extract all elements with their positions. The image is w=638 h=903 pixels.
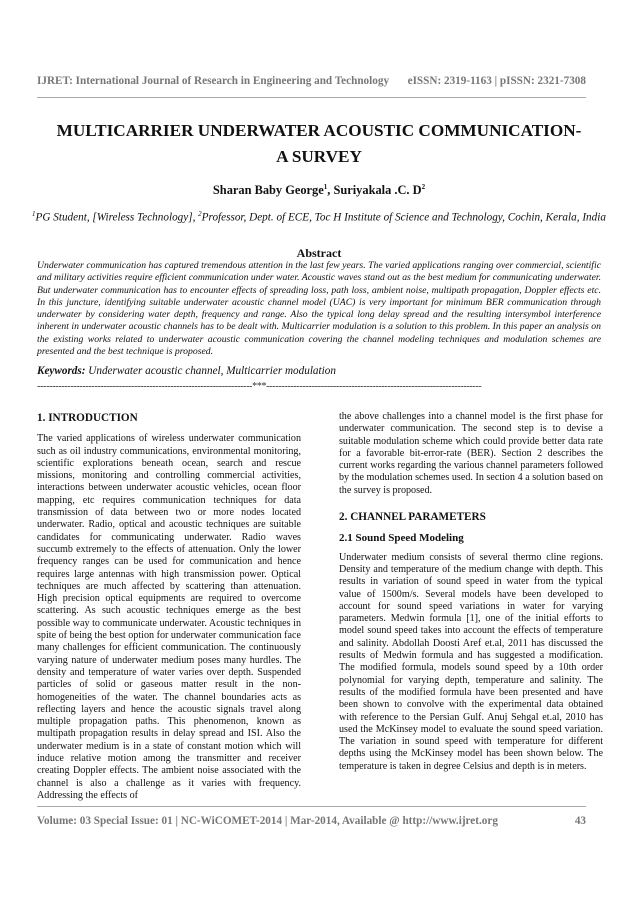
affil-text-2: Professor, Dept. of ECE, Toc H Institute of Science and Technology, Cochin, Kerala, India [201, 211, 606, 224]
affil-sup-2: 2 [198, 210, 202, 218]
footer-rule [37, 806, 586, 807]
section-1-continuation: the above challenges into a channel model is the first phase for underwater communication. The second step is to devise a suitable modulation scheme which could provide better data rate for a favorable bit-error-rate (BER). Section 2 describes the current works regarding the various channel parameters followed by the modulation schemes used. In section 4 a solution based on the survey is proposed. [339, 411, 603, 496]
authors [30, 183, 608, 198]
journal-name: IJRET: International Journal of Research in Engineering and Technology [37, 75, 390, 87]
right-column [339, 411, 603, 773]
section-1-heading: 1. INTRODUCTION [37, 412, 138, 424]
author-2-sup: 2 [421, 183, 426, 191]
affil-sup-1: 1 [32, 210, 36, 218]
left-column [37, 412, 301, 802]
section-2-1-body: Underwater medium consists of several thermo cline regions. Density and temperature of the medium change with depth. This results in variation of sound speed in water from the typical value of 1500m/s. Several models have been developed to account for sound speed variations in water for varying parameters. Medwin formula [1], one of the initial efforts to model sound speed takes into account the effects of temperature and salinity. Abdollah Doosti Aref et.al, 2011 has discussed the results of Medwin formula and has suggested a modification. The modified formula, models sound speed by a 10th order polynomial for varying depth, temperature and salinity. The results of the modified formula have been presented and have been shown to convolve with the experimental data obtained with reference to the Persian Gulf. Anuj Sehgal et.al, 2010 has used the McKinsey model to evaluate the sound speed variation. The variation in sound speed with temperature for different depths using the McKinsey model has been shown below. The temperature is taken in degree Celsius and depth is in meters. [339, 551, 603, 772]
issn: eISSN: 2319-1163 | pISSN: 2321-7308 [407, 75, 586, 87]
running-header [37, 75, 586, 87]
section-2-heading: 2. CHANNEL PARAMETERS [339, 511, 486, 524]
author-1: Sharan Baby George [212, 183, 324, 198]
section-divider: -----------------------------------------------------------------------***----------------------------------------------------------------------- [37, 381, 482, 392]
section-1-body: The varied applications of wireless underwater communication such as oil industry communications, environmental monitoring, scientific explorations beneath ocean, search and rescue missions, monitoring and controlling commercial activities, interactions between underwater acoustic vehicles, ocean floor mapping, etc requires communication techniques for data transmission of data between two or more nodes located underwater. Radio, optical and acoustic techniques are suitable candidates for communicating underwater. Radio waves succumb extremely to the effects of attenuation. Only the lower frequency ranges can be used for communication and hence requires large antennas with high transmission power. Optical techniques are much affected by scattering than attenuation. High precision optical equipments are required to overcome scattering. As such acoustic techniques emerge as the best possible way to communicate underwater. Acoustic techniques in spite of being the best option for underwater communication face many challenges for efficient communication. The continuously varying nature of underwater medium poses many hurdles. The density and temperature of water varies over depth. Suspended particles of solid or gaseous matter result in the non-homogeneities of the water. The channel boundaries acts as reflecting layers and hence the acoustic signals travel along multiple propagation paths. This phenomenon, known as multipath propagation results in delay spread and ISI. Also the underwater medium is in a state of constant motion which will induce relative motion among the transmitter and receiver creating Doppler effects. The ambient noise associated with the channel is also a challenge as it varies with frequency. Addressing the effects of [37, 433, 301, 801]
keywords [37, 365, 601, 377]
footer-volume: Volume: 03 Special Issue: 01 | NC-WiCOMET-2014 | Mar-2014, Available @ http://www.ijret.org [37, 815, 498, 827]
author-separator: , [327, 183, 334, 198]
author-2: Suriyakala .C. D [333, 183, 422, 198]
header-rule [37, 97, 586, 98]
section-2-1-heading: 2.1 Sound Speed Modeling [339, 532, 464, 545]
running-footer [37, 815, 586, 827]
affiliation [30, 207, 608, 225]
affil-text-1: PG Student, [Wireless Technology], [35, 211, 199, 224]
abstract-text: Underwater communication has captured tremendous attention in the last few years. The varied applications ranging over commercial, scientific and military activities require efficient communication under water. Acoustic waves stand out as the best medium for communicating underwater. But underwater communication has to encounter effects of spreading loss, path loss, ambient noise, multipath propagation, Doppler effects etc. In this juncture, identifying suitable underwater acoustic channel model (UAC) is very important for minimum BER communication through underwater by considering water depth, frequency and range. Also the typical long delay spread and the resulting intersymbol interference inherent in underwater acoustic channels has to be dealt with. Multicarrier modulation is a solution to this problem. In this paper an analysis on the existing works related to underwater acoustic communication covering the channel modeling techniques and modulation schemes are presented and the best technique is proposed. [37, 260, 601, 358]
abstract-heading: Abstract [296, 246, 342, 260]
author-1-sup: 1 [323, 183, 328, 191]
keywords-text: Underwater acoustic channel, Multicarrier modulation [85, 365, 336, 377]
page-number: 43 [574, 815, 586, 827]
paper-title: MULTICARRIER UNDERWATER ACOUSTIC COMMUNICATION- A SURVEY [56, 121, 582, 166]
keywords-label: Keywords: [37, 365, 86, 377]
